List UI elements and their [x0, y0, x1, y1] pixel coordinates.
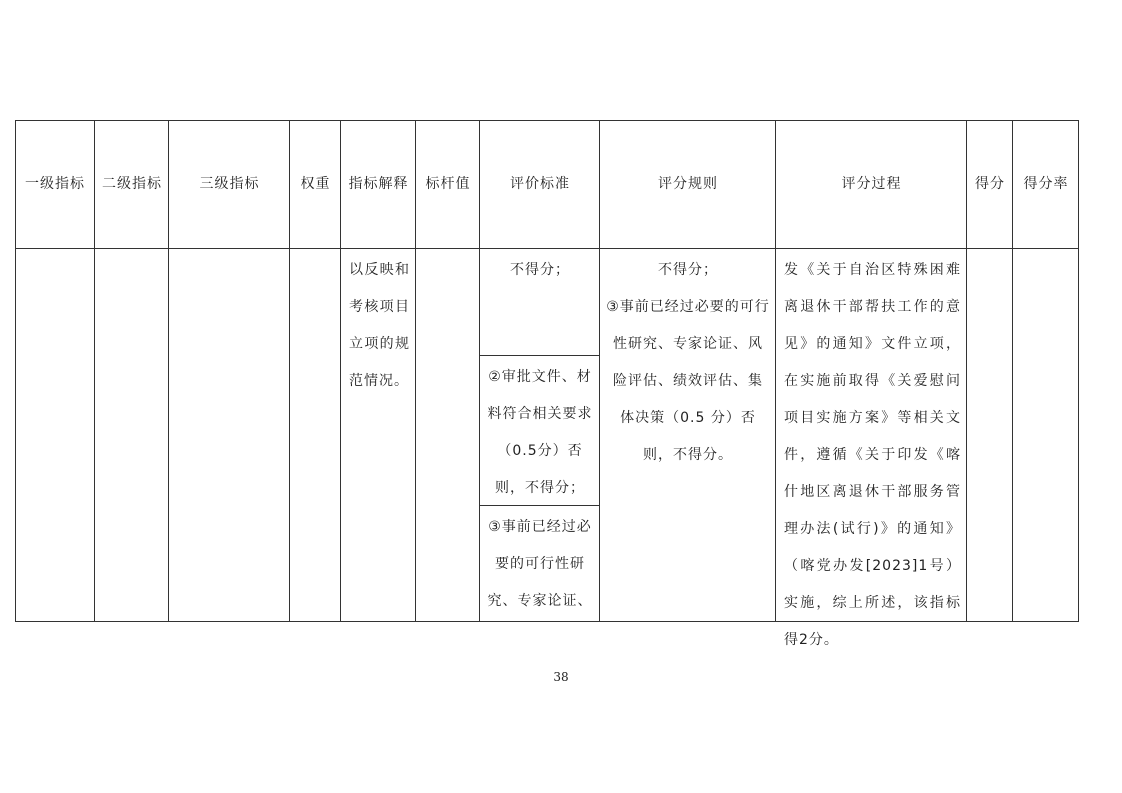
scoring-process-cell: 发《关于自治区特殊困难离退休干部帮扶工作的意见》的通知》文件立项，在实施前取得《关爱慰问项目实施方案》等相关文件，遵循《关于印发《喀什地区离退休干部服务管理办法(试行)》的通知》（喀党办发[2023]1号）实施，综上所述，该指标得2分。 [784, 262, 961, 648]
header-cell-criteria: 评价标准 [510, 176, 570, 192]
header-cell-explanation: 指标解释 [348, 176, 409, 192]
header-cell-score: 得分 [975, 176, 1005, 192]
header-cell-level1: 一级指标 [25, 176, 85, 192]
page-number: 38 [553, 670, 569, 684]
criteria-cell-1: 不得分； [510, 262, 570, 278]
header-cell-scoring-rule: 评分规则 [658, 176, 718, 192]
evaluation-table [15, 120, 1079, 648]
criteria-cell-3: ③事前已经过必要的可行性研究、专家论证、 [487, 519, 593, 609]
header-cell-score-rate: 得分率 [1023, 176, 1069, 192]
header-cell-benchmark: 标杆值 [425, 176, 471, 192]
scoring-rule-cell: 不得分； ③事前已经过必要的可行性研究、专家论证、风险评估、绩效评估、集体决策（0.5 分）否则，不得分。 [606, 262, 770, 463]
header-cell-level2: 二级指标 [102, 176, 162, 192]
header-cell-weight: 权重 [300, 176, 331, 192]
criteria-cell-2: ②审批文件、材料符合相关要求（0.5分）否则，不得分； [487, 369, 593, 496]
header-cell-scoring-process: 评分过程 [841, 176, 902, 192]
indicator-explanation-cell: 以反映和考核项目立项的规范情况。 [349, 262, 410, 389]
header-cell-level3: 三级指标 [199, 176, 260, 192]
